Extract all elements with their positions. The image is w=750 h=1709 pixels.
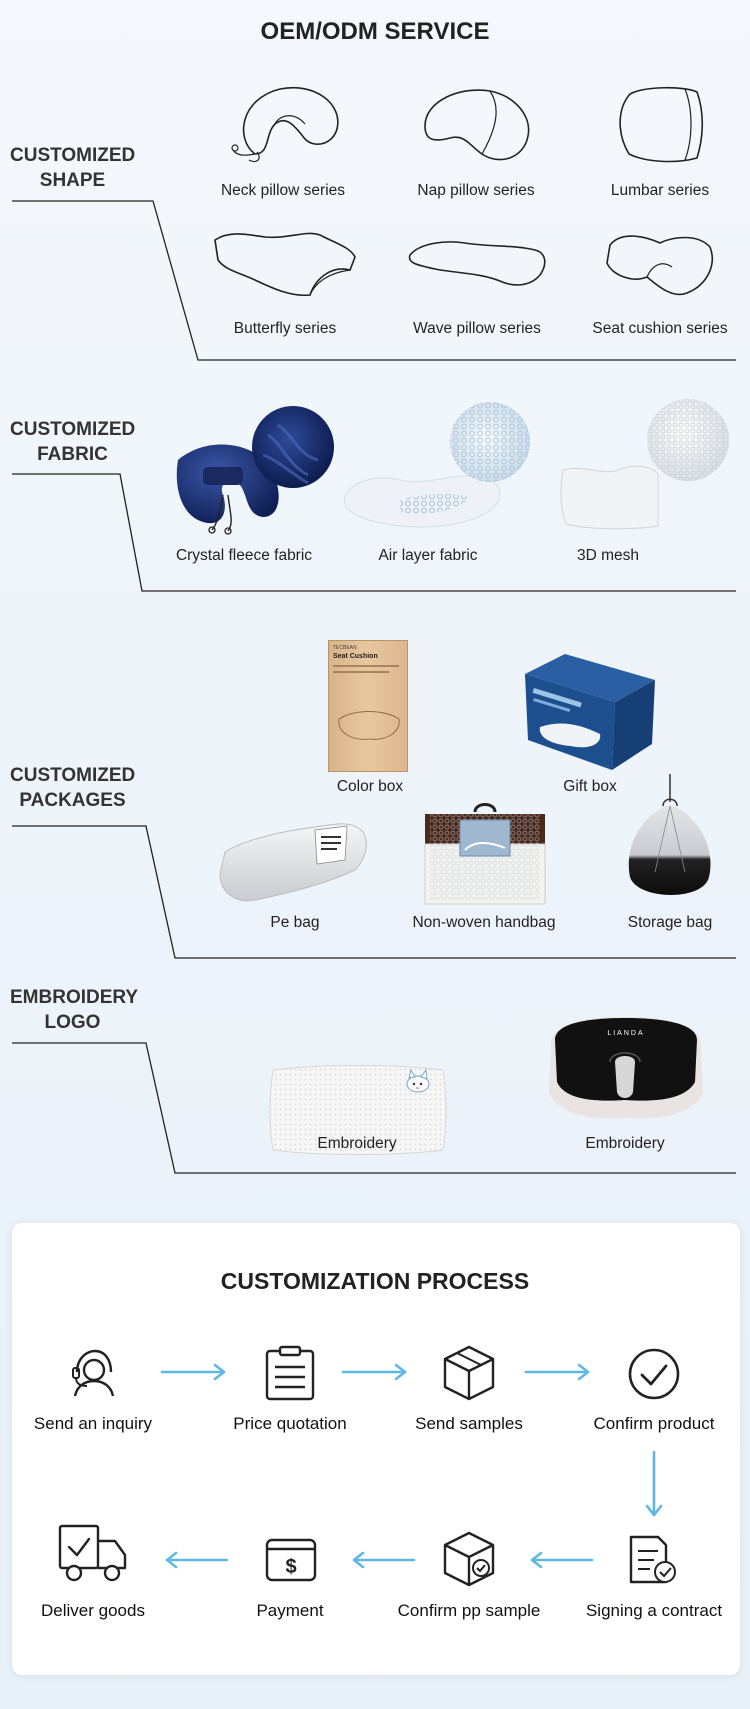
caption-nap-pillow: Nap pillow series: [417, 182, 535, 199]
caption-neck-pillow: Neck pillow series: [220, 182, 346, 199]
step-send-samples: Send samples: [415, 1414, 523, 1433]
label-line-2: SHAPE: [39, 170, 106, 191]
step-signing-contract: Signing a contract: [585, 1601, 723, 1620]
caption-embroidery-pillow: Embroidery: [317, 1135, 397, 1152]
pp-sample-box-icon: [442, 1530, 498, 1588]
payment-dollar-icon: [264, 1537, 318, 1583]
contract-sign-icon: [628, 1534, 678, 1586]
label-line-1: CUSTOMIZED: [10, 765, 136, 786]
delivery-truck-icon: [57, 1523, 129, 1585]
caption-embroidery-cushion: Embroidery: [585, 1135, 665, 1152]
step-confirm-pp-sample: Confirm pp sample: [397, 1601, 541, 1620]
caption-color-box: Color box: [336, 778, 404, 795]
caption-seat-cushion: Seat cushion series: [592, 320, 728, 337]
label-line-2: LOGO: [44, 1012, 101, 1033]
caption-3d-mesh: 3D mesh: [576, 547, 640, 564]
label-line-1: EMBROIDERY: [10, 987, 139, 1008]
step-price-quotation: Price quotation: [233, 1414, 347, 1433]
color-box-title: Seat Cushion: [333, 653, 378, 660]
caption-crystal-fleece: Crystal fleece fabric: [175, 547, 313, 564]
caption-lumbar: Lumbar series: [610, 182, 710, 199]
label-line-2: FABRIC: [37, 444, 108, 465]
cushion-logo-text: LIANDA: [607, 1030, 645, 1037]
label-line-1: CUSTOMIZED: [10, 419, 136, 440]
caption-gift-box: Gift box: [563, 778, 617, 795]
label-line-1: CUSTOMIZED: [10, 145, 136, 166]
step-send-inquiry: Send an inquiry: [33, 1414, 153, 1433]
caption-butterfly: Butterfly series: [233, 320, 337, 337]
step-payment: Payment: [256, 1601, 324, 1620]
page-title: OEM/ODM SERVICE: [260, 18, 490, 45]
caption-pe-bag: Pe bag: [270, 914, 320, 931]
process-title: CUSTOMIZATION PROCESS: [220, 1268, 530, 1294]
caption-non-woven-handbag: Non-woven handbag: [412, 914, 556, 931]
step-confirm-product: Confirm product: [593, 1414, 715, 1433]
color-box-brand: TECBEAN: [333, 645, 357, 651]
step-deliver-goods: Deliver goods: [41, 1601, 145, 1620]
svg-text:$: $: [285, 1556, 297, 1578]
label-line-2: PACKAGES: [19, 790, 126, 811]
caption-wave: Wave pillow series: [413, 320, 541, 337]
caption-storage-bag: Storage bag: [627, 914, 713, 931]
caption-air-layer: Air layer fabric: [378, 547, 478, 564]
